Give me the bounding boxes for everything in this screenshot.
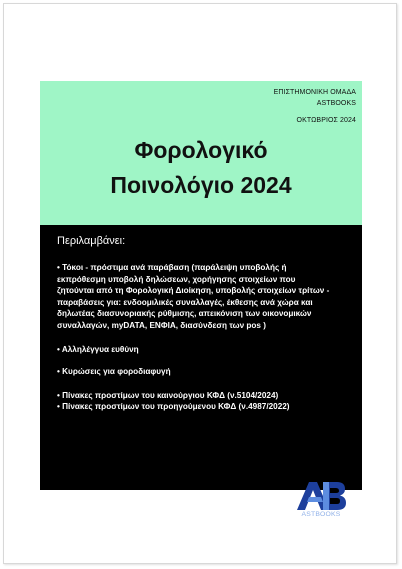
title-line2: Ποινολόγιο 2024: [110, 172, 292, 198]
title-line1: Φορολογικό: [134, 137, 268, 163]
author-group-line2: ASTBOOKS: [316, 100, 356, 107]
publication-date: ΟΚΤΩΒΡΙΟΣ 2024: [296, 117, 356, 124]
publisher-logo: [293, 480, 349, 540]
contents-list: [57, 262, 332, 413]
contents-item: • Πίνακες προστίμων του καινούργιου ΚΦΔ (ν.5104/2024): [57, 390, 279, 400]
contents-item: • Τόκοι - πρόστιμα ανά παράβαση (παράλειψη υποβολής ή εκπρόθεσμη υποβολή δηλώσεων, χορήγησης στοιχείων που ζητούνται από τη Φορολογική Διοίκηση, υποβολής στοιχείων τρίτων - παραβάσεις για: ενδοομιλικές συναλλαγές, έκθεσης ανά χώρα και δηλωτέας διασυνοριακής ρύθμισης, απεικόνιση των οικονομικών συναλλαγών, myDATA, ΕΝΦΙΑ, διασύνδεση των pos ): [57, 263, 330, 330]
title-band: [40, 81, 362, 225]
author-block: [274, 87, 356, 126]
contents-item: • Κυρώσεις για φοροδιαφυγή: [57, 367, 171, 377]
contents-item: • Αλληλέγγυα ευθύνη: [57, 344, 139, 354]
contents-item: • Πίνακες προστίμων του προηγούμενου ΚΦΔ (ν.4987/2022): [57, 402, 290, 412]
book-cover: [40, 81, 362, 532]
author-group-line1: ΕΠΙΣΤΗΜΟΝΙΚΗ ΟΜΑΔΑ: [273, 89, 356, 96]
contents-panel: [40, 225, 362, 532]
contents-heading: Περιλαμβάνει:: [57, 235, 126, 247]
publisher-word: ΕΚΔΟΣΕΙΣ: [299, 522, 343, 532]
publisher-brand: ASTBOOKS: [301, 511, 341, 518]
ab-logo-icon: [293, 480, 349, 512]
